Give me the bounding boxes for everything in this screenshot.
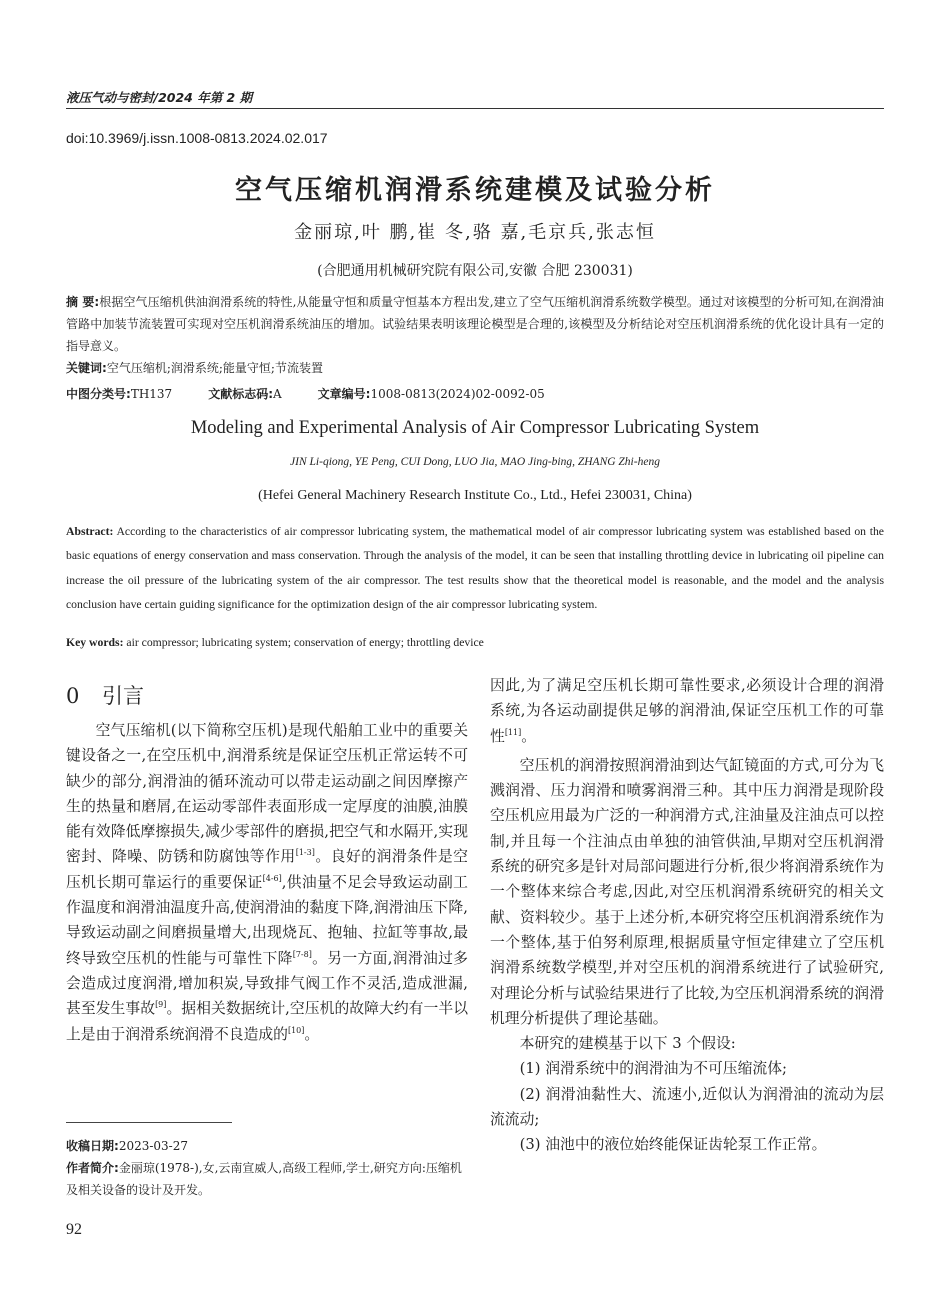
header-rule (66, 108, 884, 109)
article-number-value: 1008-0813(2024)02-0092-05 (370, 387, 545, 401)
keywords-zh-label: 关键词: (66, 361, 107, 375)
keywords-zh-text: 空气压缩机;润滑系统;能量守恒;节流装置 (106, 361, 323, 375)
abstract-en-text: According to the characteristics of air compressor lubricating system, the mathematical model of air compressor lubricating system was established based on the basic equations of energy conservation and mass conservation. Through the analysis of the model, it can be seen that installing throttling device in lubricating oil pipeline can increase the oil pressure of the lubricating system of the air compressor. The test results show that the theoretical model is reasonable, and the model and the analysis conclusion have certain guiding significance for the optimization design of the air compressor lubricating system. (66, 525, 884, 612)
title-zh: 空气压缩机润滑系统建模及试验分析 (235, 175, 715, 206)
received-date (66, 1135, 468, 1157)
doc-code-label: 文献标志码: (208, 387, 273, 401)
author-bio-label: 作者简介: (66, 1161, 119, 1175)
abstract-zh-text: 根据空气压缩机供油润滑系统的特性,从能量守恒和质量守恒基本方程出发,建立了空气压缩机润滑系统数学模型。通过对该模型的分析可知,在润滑油管路中加装节流装置可实现对空压机润滑系统油压的增加。试验结果表明该理论模型是合理的,该模型及分析结论对空压机润滑系统的优化设计具有一定的指导意义。 (66, 295, 884, 353)
text-run: 因此,为了满足空压机长期可靠性要求,必须设计合理的润滑系统,为各运动副提供足够的润滑油,保证空压机工作的可靠性 (490, 677, 884, 745)
abstract-zh-label: 摘 要: (66, 295, 100, 309)
text-run: ,供油量不足会导致运动副工作温度和润滑油温度升高,使润滑油的黏度下降,润滑油压下降,导致运动副之间磨损量增大,出现烧瓦、抱轴、拉缸等事故,最终导致空压机的性能与可靠性下降 (66, 873, 468, 967)
footnote-rule (66, 1122, 232, 1123)
keywords-zh (66, 357, 884, 379)
authors-en: JIN Li-qiong, YE Peng, CUI Dong, LUO Jia, MAO Jing-bing, ZHANG Zhi-heng (290, 456, 660, 468)
doc-code-value: A (273, 387, 282, 401)
text-run: 。 (304, 1025, 320, 1043)
text-run: 空气压缩机(以下简称空压机)是现代船舶工业中的重要关键设备之一,在空压机中,润滑系统是保证空压机正常运转不可缺少的部分,润滑油的循环流动可以带走运动副之间因摩擦产生的热量和磨屑,在运动零部件表面形成一定厚度的油膜,油膜能有效降低摩擦损失,减少零部件的磨损,把空气和水隔开,实现密封、降噪、防锈和防腐蚀等作用 (66, 722, 468, 866)
section-title: 引言 (102, 684, 144, 708)
keywords-en (66, 636, 484, 649)
intro-paragraph-1 (66, 718, 468, 1047)
abstract-en-label: Abstract: (66, 525, 114, 538)
abstract-zh (66, 291, 884, 357)
assumptions-intro: 本研究的建模基于以下 3 个假设: (519, 1035, 736, 1053)
body-right-column (490, 673, 884, 1158)
author-bio-text: 金丽琼(1978-),女,云南宣威人,高级工程师,学士,研究方向:压缩机及相关设备的设计及开发。 (66, 1161, 462, 1197)
text-run: 。良好的润滑条件是空压机长期可靠运行的重要保证 (66, 848, 468, 891)
affiliation-zh: (合肥通用机械研究院有限公司,安徽 合肥 230031) (317, 263, 633, 279)
text-run: 。据相关数据统计,空压机的故障大约有一半以上是由于润滑系统润滑不良造成的 (66, 1000, 468, 1043)
clc-label: 中图分类号: (66, 387, 131, 401)
received-label: 收稿日期: (66, 1139, 119, 1153)
assumption-1: (1) 润滑系统中的润滑油为不可压缩流体; (519, 1060, 787, 1078)
received-value: 2023-03-27 (118, 1139, 188, 1153)
citation: [9] (155, 1000, 167, 1010)
citation: [7-8] (292, 949, 312, 959)
continued-paragraph (490, 673, 884, 749)
clc-value: TH137 (130, 387, 173, 401)
abstract-zh-block (66, 291, 884, 379)
text-run: 。 (521, 727, 537, 745)
section-number: 0 (66, 684, 80, 708)
citation: [1-3] (295, 848, 315, 858)
journal-running-header: 液压气动与密封/2024 年第 2 期 (66, 90, 253, 105)
citation: [10] (287, 1025, 305, 1035)
intro-paragraph-2: 空压机的润滑按照润滑油到达气缸镜面的方式,可分为飞溅润滑、压力润滑和喷雾润滑三种。其中压力润滑是现阶段空压机应用最为广泛的一种润滑方式,注油量及注油点可以控制,并且每一个注油点由单独的油管供油,早期对空压机润滑系统的研究多是针对局部问题进行分析,很少将润滑系统作为一个整体来综合考虑,因此,对空压机润滑系统研究的相关文献、资料较少。基于上述分析,本研究将空压机润滑系统作为一个整体,基于伯努利原理,根据质量守恒定律建立了空压机润滑系统数学模型,并对空压机的润滑系统进行了试验研究,对理论分析与试验结果进行了比较,为空压机润滑系统的润滑机理分析提供了理论基础。 (490, 756, 884, 1027)
abstract-en (66, 520, 884, 618)
affiliation-en: (Hefei General Machinery Research Institute Co., Ltd., Hefei 230031, China) (258, 488, 692, 503)
assumption-2: (2) 润滑油黏性大、流速小,近似认为润滑油的流动为层流流动; (490, 1085, 884, 1129)
classification-row (66, 385, 545, 402)
footnote (66, 1135, 468, 1201)
keywords-en-text: air compressor; lubricating system; conservation of energy; throttling device (126, 636, 484, 649)
title-en: Modeling and Experimental Analysis of Air Compressor Lubricating System (190, 418, 760, 438)
authors-zh: 金丽琼,叶 鹏,崔 冬,骆 嘉,毛京兵,张志恒 (294, 222, 656, 243)
citation: [4-6] (262, 873, 282, 883)
author-bio (66, 1157, 468, 1201)
text-run: 。另一方面,润滑油过多会造成过度润滑,增加积炭,导致排气阀工作不灵活,造成泄漏,甚至发生事故 (66, 949, 468, 1018)
doi: doi:10.3969/j.issn.1008-0813.2024.02.017 (66, 130, 328, 146)
assumption-3: (3) 油池中的液位始终能保证齿轮泵工作正常。 (519, 1136, 827, 1154)
page-number: 92 (66, 1221, 82, 1238)
body-left-column (66, 694, 468, 1047)
article-number-label: 文章编号: (317, 387, 371, 401)
citation: [11] (504, 727, 522, 737)
keywords-en-label: Key words: (66, 636, 124, 649)
